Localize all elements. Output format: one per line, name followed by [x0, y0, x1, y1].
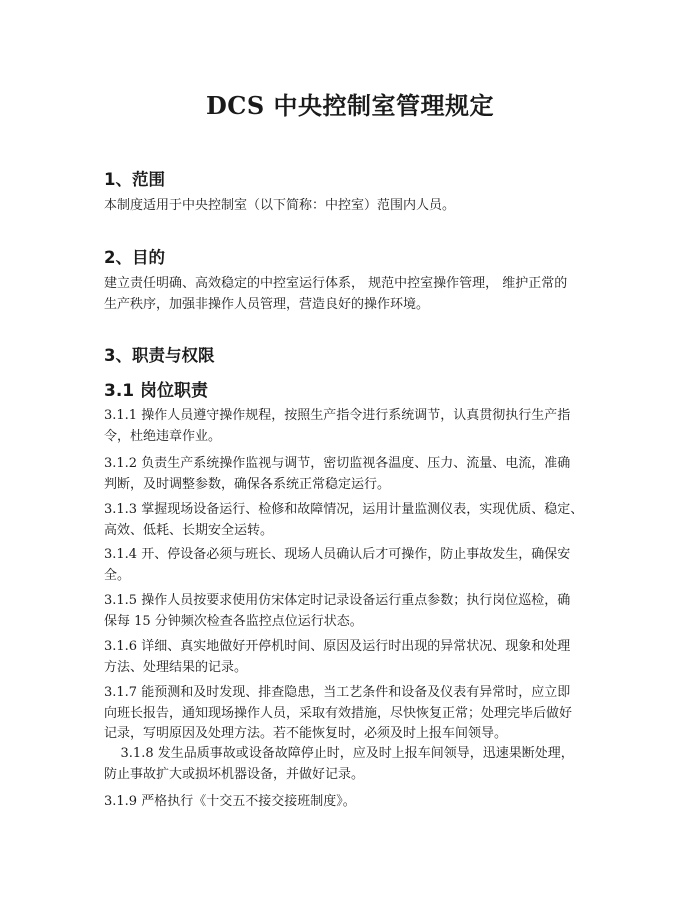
duty-item-3-1-5: [104, 591, 604, 632]
duty-line: 3.1.4 开、停设备必须与班长、现场人员确认后才可操作，防止事故发生，确保安: [104, 547, 571, 562]
duty-line: 向班长报告，通知现场操作人员，采取有效措施，尽快恢复正常；处理完毕后做好: [104, 705, 573, 721]
duty-item-3-1-9: [104, 792, 604, 813]
duty-line: 3.1.3 掌握现场设备运行、检修和故障情况，运用计量监测仪表，实现优质、稳定、: [104, 502, 584, 517]
duty-line: 3.1.7 能预测和及时发现、排查隐患，当工艺条件和设备及仪表有异常时，应立即: [104, 685, 571, 700]
duty-item-3-1-4: [104, 545, 604, 586]
duty-line: 3.1.2 负责生产系统操作监视与调节，密切监视各温度、压力、流量、电流，准确: [104, 456, 571, 471]
duty-line: 3.1.5 操作人员按要求使用仿宋体定时记录设备运行重点参数；执行岗位巡检，确: [104, 593, 571, 608]
scope-text: 本制度适用于中央控制室（以下简称：中控室）范围内人员。: [104, 198, 456, 213]
purpose-paragraph: [104, 274, 604, 315]
duty-item-3-1-3: [104, 500, 604, 541]
page-title: DCS 中央控制室管理规定: [205, 91, 495, 120]
purpose-line: 建立责任明确、高效稳定的中控室运行体系， 规范中控室操作管理， 维护正常的: [104, 276, 568, 291]
duty-line: 保每 15 分钟频次检查各监控点位运行状态。: [104, 613, 363, 629]
duty-line: 3.1.6 详细、真实地做好开停机时间、原因及运行时出现的异常状况、现象和处理: [104, 639, 571, 654]
duty-line: 全。: [104, 567, 131, 583]
scope-paragraph: [104, 196, 604, 217]
duty-line: 3.1.1 操作人员遵守操作规程，按照生产指令进行系统调节，认真贯彻执行生产指: [104, 408, 571, 423]
duty-item-3-1-1: [104, 406, 604, 447]
subsection-heading-post-duties: 3.1 岗位职责: [104, 381, 209, 401]
duty-line: 3.1.8 发生品质事故或设备故障停止时，应及时上报车间领导，迅速果断处理，: [104, 746, 574, 761]
duty-line: 高效、低耗、长期安全运转。: [104, 522, 274, 538]
duty-line: 记录，写明原因及处理方法。若不能恢复时，必须及时上报车间领导。: [104, 726, 508, 741]
duty-line: 令，杜绝违章作业。: [104, 428, 222, 444]
purpose-line: 生产秩序，加强非操作人员管理，营造良好的操作环境。: [104, 296, 430, 312]
duty-item-3-1-6: [104, 637, 604, 678]
section-heading-purpose: 2、目的: [104, 248, 165, 267]
section-heading-scope: 1、范围: [104, 170, 165, 189]
duty-line: 方法、处理结果的记录。: [104, 659, 248, 675]
duty-item-3-1-8: [104, 744, 604, 785]
section-heading-duties: 3、职责与权限: [104, 346, 215, 365]
duty-line: 判断，及时调整参数，确保各系统正常稳定运行。: [104, 476, 391, 492]
duty-item-3-1-7: [104, 683, 604, 745]
duty-item-3-1-2: [104, 454, 604, 495]
duty-line: 3.1.9 严格执行《十交五不接交接班制度》。: [104, 794, 356, 809]
duty-line: 防止事故扩大或损坏机器设备，并做好记录。: [104, 766, 365, 782]
